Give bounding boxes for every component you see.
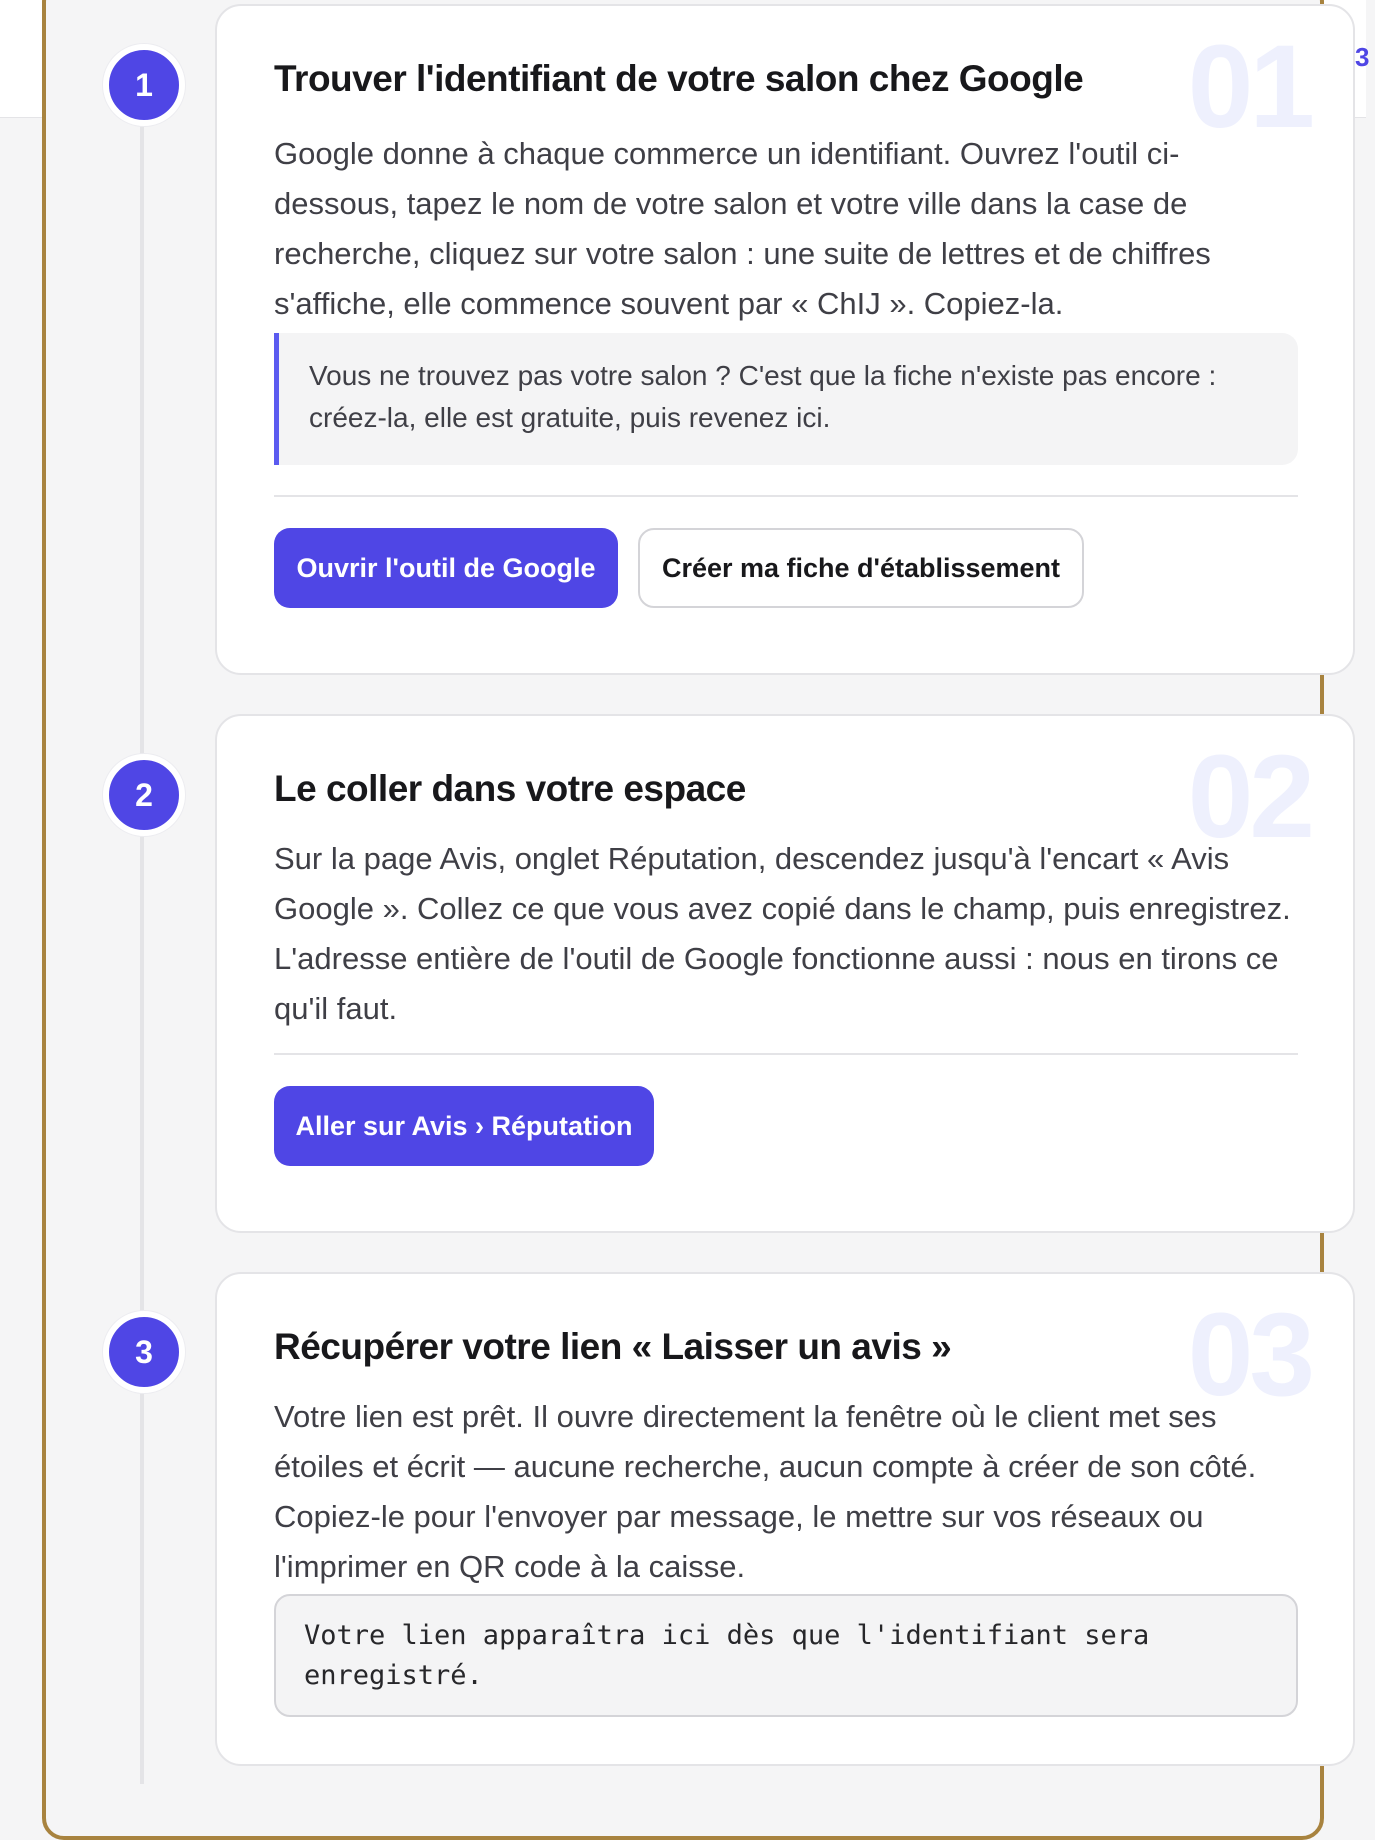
review-link-box[interactable]: Votre lien apparaîtra ici dès que l'identifiant sera enregistré. — [274, 1594, 1298, 1717]
step-1-description: Google donne à chaque commerce un identifiant. Ouvrez l'outil ci-dessous, tapez le nom de votre salon et votre ville dans la case de recherche, cliquez sur votre salon : une suite de lettres et de chiffres s'affiche, elle commence souvent par « ChIJ ». Copiez-la. — [274, 136, 1211, 321]
step-1-watermark: 01 — [1187, 21, 1311, 153]
step-1-note: Vous ne trouvez pas votre salon ? C'est que la fiche n'existe pas encore : créez-la, elle est gratuite, puis revenez ici. — [274, 333, 1298, 465]
step-2-watermark: 02 — [1187, 731, 1311, 863]
step-3-title: Récupérer votre lien « Laisser un avis » — [274, 1326, 952, 1367]
timeline-line — [140, 84, 144, 1784]
step-2-indicator: 2 — [103, 754, 185, 836]
step-1-title: Trouver l'identifiant de votre salon chez Google — [274, 58, 1084, 99]
step-2-title: Le coller dans votre espace — [274, 768, 746, 809]
create-business-profile-button[interactable]: Créer ma fiche d'établissement — [638, 528, 1084, 608]
step-2-card — [215, 714, 1355, 1233]
onboarding-panel — [42, 0, 1324, 1840]
step-3-card — [215, 1272, 1355, 1766]
notification-count[interactable]: 3 — [1355, 42, 1370, 72]
go-to-reputation-button[interactable]: Aller sur Avis › Réputation — [274, 1086, 654, 1166]
step-1-divider — [274, 495, 1298, 497]
step-2-divider — [274, 1053, 1298, 1055]
step-3-description: Votre lien est prêt. Il ouvre directement la fenêtre où le client met ses étoiles et écrit — aucune recherche, aucun compte à créer de son côté. Copiez-le pour l'envoyer par message, le mettre sur vos réseaux ou l'imprimer en QR code à la caisse. — [274, 1399, 1257, 1584]
step-3-indicator: 3 — [103, 1311, 185, 1393]
step-2-description: Sur la page Avis, onglet Réputation, descendez jusqu'à l'encart « Avis Google ». Collez ce que vous avez copié dans le champ, puis enregistrez. L'adresse entière de l'outil de Google fonctionne aussi : nous en tirons ce qu'il faut. — [274, 841, 1291, 1026]
step-1-indicator: 1 — [103, 44, 185, 126]
step-3-watermark: 03 — [1187, 1289, 1311, 1421]
step-1-card — [215, 4, 1355, 675]
open-google-tool-button[interactable]: Ouvrir l'outil de Google — [274, 528, 618, 608]
